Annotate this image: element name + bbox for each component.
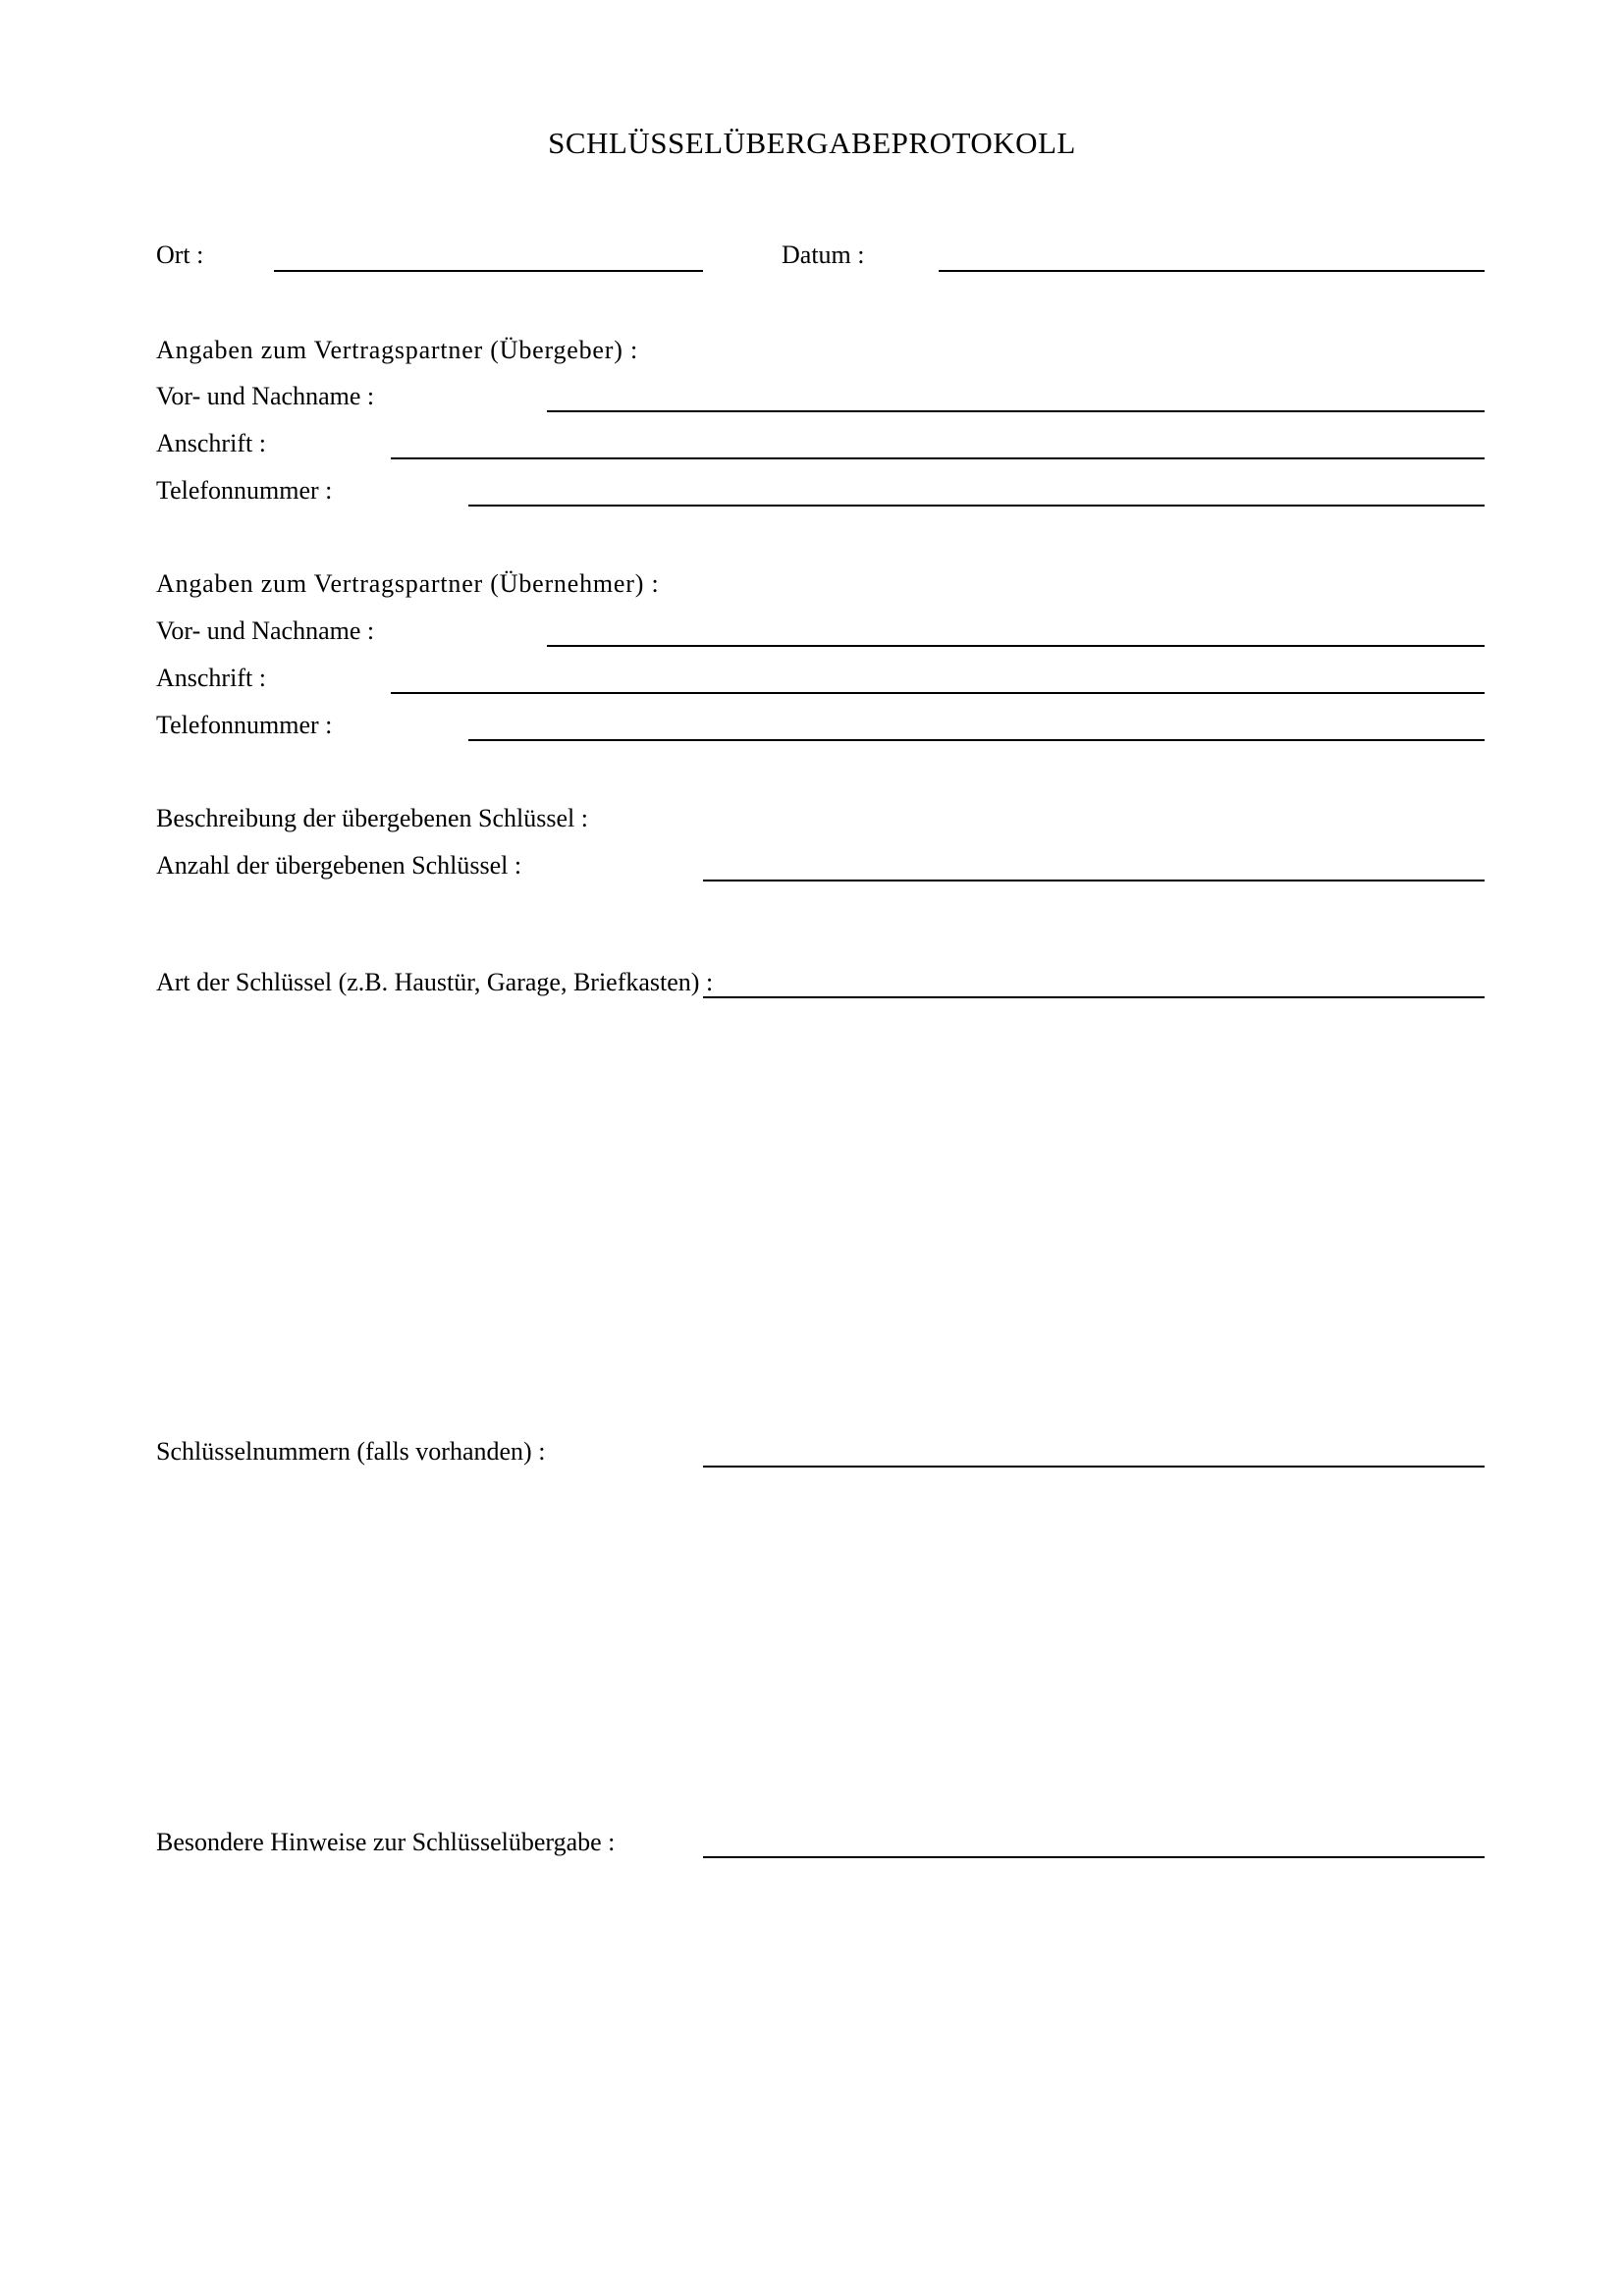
uebernehmer-heading: Angaben zum Vertragspartner (Übernehmer) : xyxy=(156,569,660,598)
keys-numbers-field[interactable] xyxy=(703,1466,1485,1468)
keys-count-label: Anzahl der übergebenen Schlüssel : xyxy=(156,851,522,880)
ort-label: Ort : xyxy=(156,240,204,269)
keys-notes-field[interactable] xyxy=(703,1856,1485,1858)
uebernehmer-address-label: Anschrift : xyxy=(156,664,266,692)
keys-count-field[interactable] xyxy=(703,880,1485,881)
uebergeber-name-label: Vor- und Nachname : xyxy=(156,382,375,410)
uebernehmer-name-label: Vor- und Nachname : xyxy=(156,616,375,645)
uebergeber-heading: Angaben zum Vertragspartner (Übergeber) : xyxy=(156,336,638,364)
uebergeber-name-field[interactable] xyxy=(547,410,1485,412)
page-title: SCHLÜSSELÜBERGABEPROTOKOLL xyxy=(548,126,1076,160)
uebergeber-address-field[interactable] xyxy=(391,457,1485,459)
keys-notes-label: Besondere Hinweise zur Schlüsselübergabe : xyxy=(156,1828,616,1856)
keys-type-label: Art der Schlüssel (z.B. Haustür, Garage, Briefkasten) : xyxy=(156,968,714,996)
keys-description-heading: Beschreibung der übergebenen Schlüssel : xyxy=(156,804,588,832)
uebernehmer-phone-label: Telefonnummer : xyxy=(156,711,333,739)
ort-field[interactable] xyxy=(274,270,703,272)
uebergeber-phone-label: Telefonnummer : xyxy=(156,476,333,505)
keys-numbers-label: Schlüsselnummern (falls vorhanden) : xyxy=(156,1437,546,1466)
uebergeber-phone-field[interactable] xyxy=(468,505,1485,507)
keys-type-field[interactable] xyxy=(703,996,1485,998)
datum-label: Datum : xyxy=(782,240,865,269)
uebernehmer-name-field[interactable] xyxy=(547,645,1485,647)
uebernehmer-address-field[interactable] xyxy=(391,692,1485,694)
uebergeber-address-label: Anschrift : xyxy=(156,429,266,457)
uebernehmer-phone-field[interactable] xyxy=(468,739,1485,741)
datum-field[interactable] xyxy=(939,270,1485,272)
